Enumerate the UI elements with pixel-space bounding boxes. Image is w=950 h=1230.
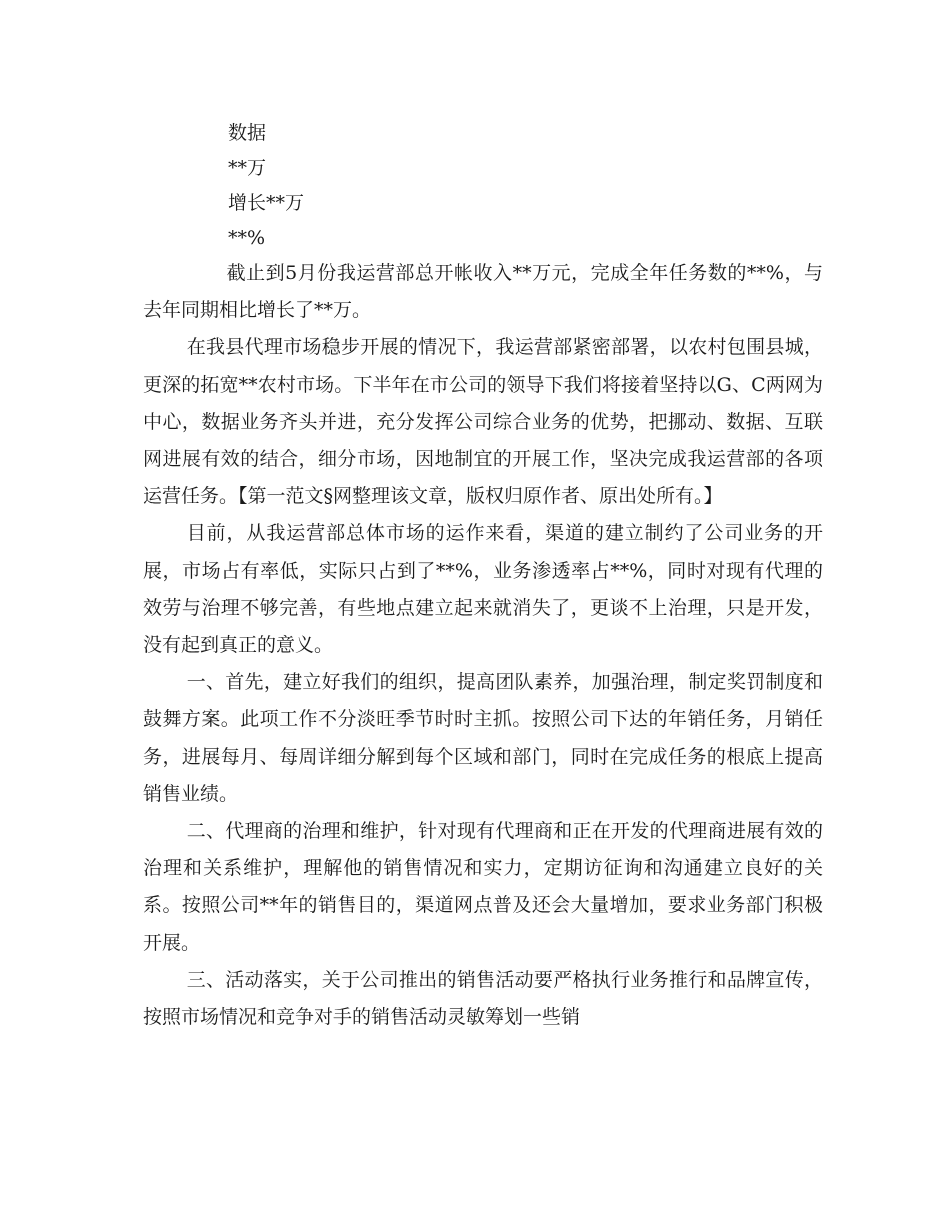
- data-value-revenue: **万: [228, 157, 267, 179]
- paragraph-market-strategy: 在我县代理市场稳步开展的情况下，我运营部紧密部署，以农村包围县城，更深的拓宽**农村市场。下半年在市公司的领导下我们将接着坚持以G、C两网为中心，数据业务齐头并进，充分发挥公司综合业务的优势，把挪动、数据、互联网进展有效的结合，细分市场，因地制宜的开展工作，坚决完成我运营部的各项运营任务。【第一范文§网整理该文章，版权归原作者、原出处所有。】: [143, 336, 823, 508]
- paragraph-revenue-summary: 截止到5月份我运营部总开帐收入**万元，完成全年任务数的**%，与去年同期相比增长了**万。: [143, 262, 823, 322]
- data-value-growth: 增长**万: [228, 192, 305, 214]
- paragraph-agent-management: 二、代理商的治理和维护，针对现有代理商和正在开发的代理商进展有效的治理和关系维护，理解他的销售情况和实力，定期访征询和沟通建立良好的关系。按照公司**年的销售目的，渠道网点普及还会大量增加，要求业务部门积极开展。: [143, 820, 823, 954]
- data-summary: [228, 116, 304, 256]
- data-label: 数据: [228, 122, 267, 144]
- document-body: [143, 255, 823, 1036]
- paragraph-activities: 三、活动落实，关于公司推出的销售活动要严格执行业务推行和品牌宣传，按照市场情况和竞争对手的销售活动灵敏筹划一些销: [143, 968, 823, 1029]
- paragraph-current-situation: 目前，从我运营部总体市场的运作来看，渠道的建立制约了公司业务的开展，市场占有率低，实际只占到了**%，业务渗透率占**%，同时对现有代理的效劳与治理不够完善，有些地点建立起来就消失了，更谈不上治理，只是开发，没有起到真正的意义。: [143, 522, 823, 657]
- data-value-percent: **%: [228, 227, 266, 249]
- paragraph-organization: 一、首先，建立好我们的组织，提高团队素养，加强治理，制定奖罚制度和鼓舞方案。此项工作不分淡旺季节时时主抓。按照公司下达的年销任务，月销任务，进展每月、每周详细分解到每个区域和部门，同时在完成任务的根底上提高销售业绩。: [143, 671, 823, 805]
